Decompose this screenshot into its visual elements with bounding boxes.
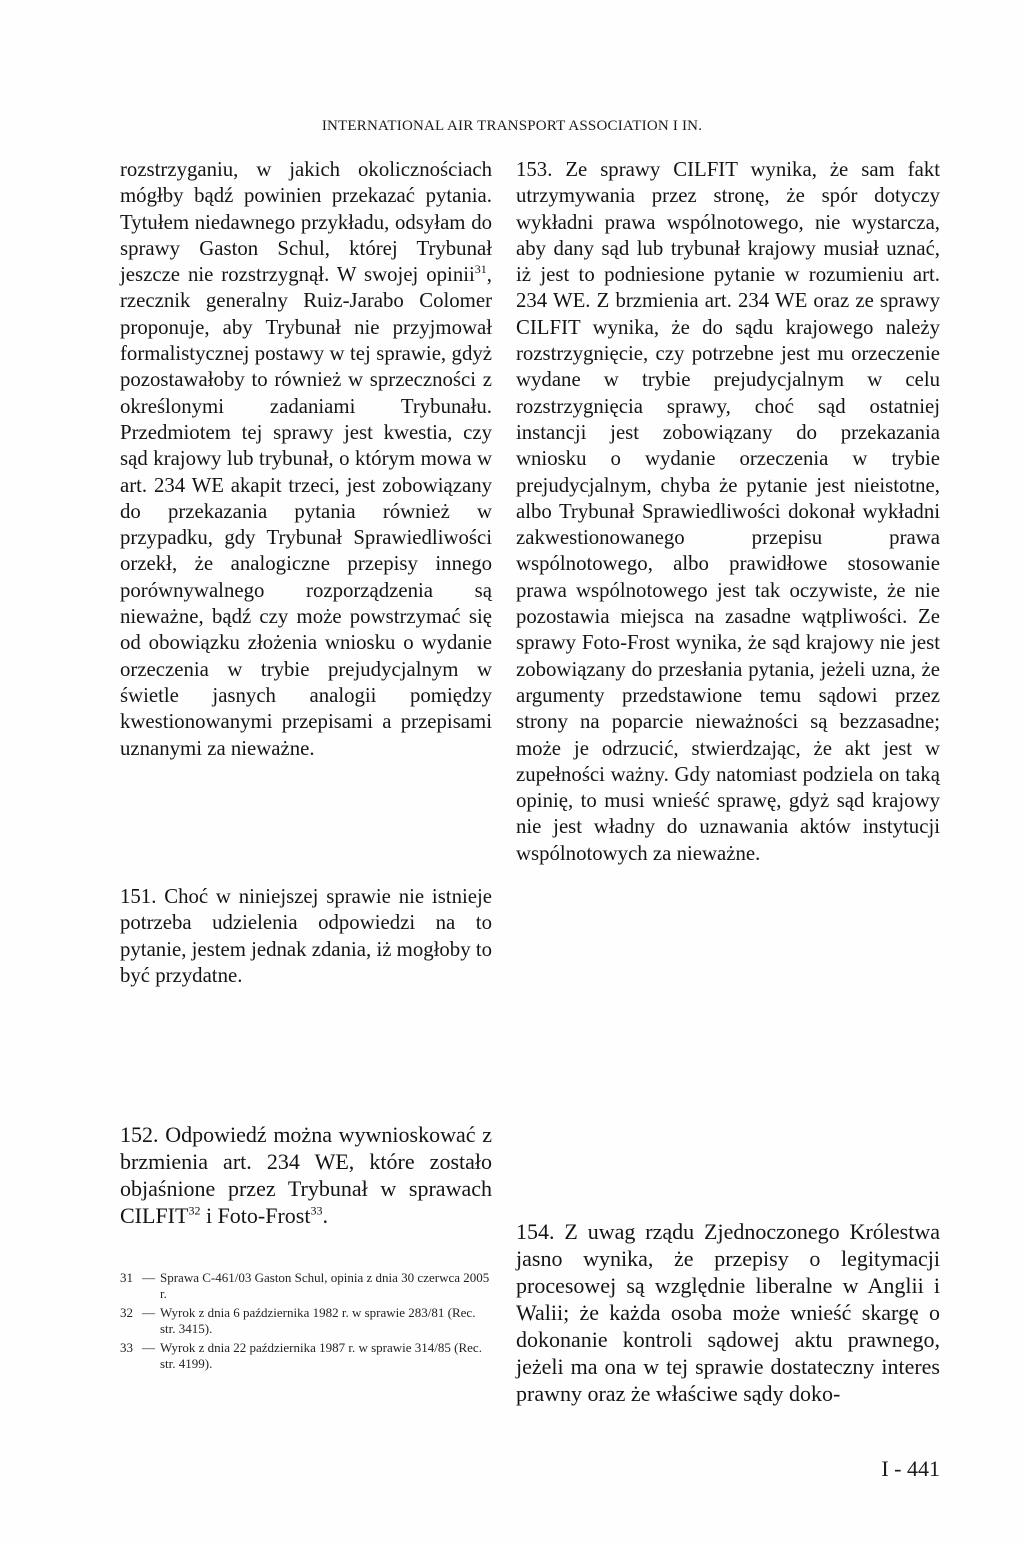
paragraph-152	[120, 1121, 492, 1229]
paragraph-150-continuation	[120, 157, 492, 762]
footnote-dash: —	[142, 1270, 155, 1285]
footnote-number: 33	[120, 1340, 133, 1355]
paragraph-text: rozstrzyganiu, w jakich okolicznościach mógłby bądź powinien przekazać pytania. Tytułem niedawnego przykładu, odsyłam do sprawy Gaston Schul, której Trybunał jeszcze nie rozstrzygnął. W swojej opinii	[120, 158, 492, 287]
running-header: INTERNATIONAL AIR TRANSPORT ASSOCIATION I IN.	[321, 118, 703, 134]
paragraph-153: 153. Ze sprawy CILFIT wynika, że sam fakt utrzymywania przez stronę, że spór dotyczy wykładni prawa wspólnotowego, nie wystarcza, aby dany sąd lub trybunał krajowy musiał uznać, iż jest to podniesione pytanie w rozumieniu art. 234 WE. Z brzmienia art. 234 WE oraz ze sprawy CILFIT wynika, że do sądu krajowego należy rozstrzygnięcie, czy potrzebne jest mu orzeczenie wydane w trybie prejudycjalnym w celu rozstrzygnięcia sprawy, choć sąd ostatniej instancji jest zobowiązany do przekazania wniosku o wydanie orzeczenia w trybie prejudycjalnym, chyba że pytanie jest nieistotne, albo Trybunał Sprawiedliwości dokonał wykładni zakwestionowanego przepisu prawa wspólnotowego, albo prawidłowe stosowanie prawa wspólnotowego jest tak oczywiste, że nie pozostawia miejsca na zasadne wątpliwości. Ze sprawy Foto-Frost wynika, że sąd krajowy nie jest zobowiązany do przesłania pytania, jeżeli uzna, że argumenty przedstawione temu sądowi przez strony na poparcie nieważności są bezzasadne; może je odrzucić, stwierdzając, że akt jest w zupełności ważny. Gdy natomiast podziela on taką opinię, to musi wnieść sprawę, gdyż sąd krajowy nie jest władny do uznawania aktów instytucji wspólnotowych za nieważne.	[516, 158, 940, 865]
footnote-dash: —	[142, 1340, 155, 1355]
page-number: I - 441	[881, 1456, 940, 1481]
footnote-ref-32[interactable]: 32	[188, 1203, 201, 1218]
left-column-continuation	[120, 157, 492, 762]
paragraph-text: i Foto-Frost	[200, 1203, 311, 1228]
footnote-text: Wyrok z dnia 22 października 1987 r. w sprawie 314/85 (Rec. str. 4199).	[160, 1340, 482, 1371]
footnote-33	[120, 1340, 492, 1371]
paragraph-153-block	[516, 157, 940, 867]
footnote-32	[120, 1305, 492, 1336]
paragraph-text: 152. Odpowiedź można wywnioskować z brzmienia art. 234 WE, które zostało objaśnione przez Trybunał w sprawach CILFIT	[120, 1122, 492, 1228]
paragraph-text: .	[322, 1203, 328, 1228]
paragraph-154-block	[516, 1218, 940, 1407]
footnote-dash: —	[142, 1305, 155, 1320]
paragraph-151: 151. Choć w niniejszej sprawie nie istnieje potrzeba udzielenia odpowiedzi na to pytanie, jestem jednak zdania, iż mogłoby to być przydatne.	[120, 885, 492, 987]
paragraph-151-block	[120, 884, 492, 989]
paragraph-154: 154. Z uwag rządu Zjednoczonego Królestwa jasno wynika, że przepisy o legitymacji procesowej są względnie liberalne w Anglii i Walii; że każda osoba może wnieść skargę o dokonanie kontroli sądowej aktu prawnego, jeżeli ma ona w tej sprawie dostateczny interes prawny oraz że właściwe sądy doko-	[516, 1219, 940, 1406]
footnote-ref-31[interactable]: 31	[474, 262, 487, 277]
footnote-number: 31	[120, 1270, 133, 1285]
footnote-ref-33[interactable]: 33	[310, 1203, 323, 1218]
footnote-31	[120, 1270, 492, 1301]
footnote-text: Sprawa C-461/03 Gaston Schul, opinia z dnia 30 czerwca 2005 r.	[160, 1270, 490, 1301]
footnote-number: 32	[120, 1305, 133, 1320]
paragraph-text: , rzecznik generalny Ruiz-Jarabo Colomer proponuje, aby Trybunał nie przyjmował formalistycznej postawy w tej sprawie, gdyż pozostawałoby to również w sprzeczności z określonymi zadaniami Trybunału. Przedmiotem tej sprawy jest kwestia, czy sąd krajowy lub trybunał, o którym mowa w art. 234 WE akapit trzeci, jest zobowiązany do przekazania pytania również w przypadku, gdy Trybunał Sprawiedliwości orzekł, że analogiczne przepisy innego porównywalnego rozporządzenia są nieważne, bądź czy może powstrzymać się od obowiązku złożenia wniosku o wydanie orzeczenia w trybie prejudycjalnym w świetle jasnych analogii pomiędzy kwestionowanymi przepisami a przepisami uznanymi za nieważne.	[120, 263, 492, 760]
footnotes	[120, 1270, 492, 1375]
footnote-text: Wyrok z dnia 6 października 1982 r. w sprawie 283/81 (Rec. str. 3415).	[160, 1305, 476, 1336]
paragraph-152-block	[120, 1121, 492, 1229]
